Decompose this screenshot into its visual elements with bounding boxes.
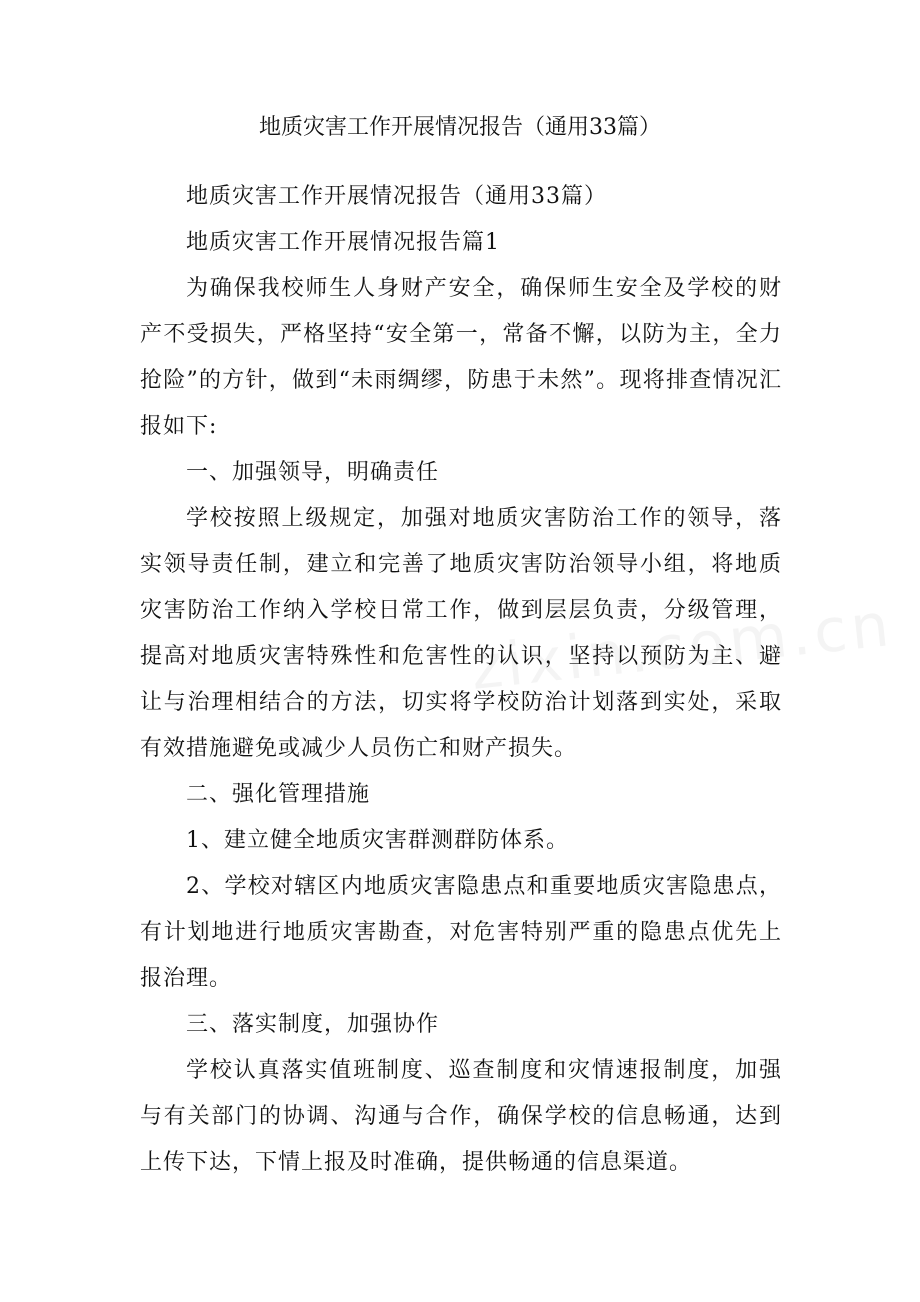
intro-paragraph: 为确保我校师生人身财产安全，确保师生安全及学校的财产不受损失，严格坚持“安全第一，常备不懈，以防为主，全力抢险”的方针，做到“未雨绸缪，防患于未然”。现将排查情况汇报如下: <box>140 276 782 439</box>
document-body <box>140 174 782 1186</box>
leadership-paragraph: 学校按照上级规定，加强对地质灾害防治工作的领导，落实领导责任制，建立和完善了地质灾害防治领导小组，将地质灾害防治工作纳入学校日常工作，做到层层负责，分级管理，提高对地质灾害特殊性和危害性的认识，坚持以预防为主、避让与治理相结合的方法，切实将学校防治计划落到实处，采取有效措施避免或减少人员伤亡和财产损失。 <box>140 506 782 761</box>
heading-management: 二、强化管理措施 <box>186 782 371 807</box>
system-paragraph: 学校认真落实值班制度、巡查制度和灾情速报制度，加强与有关部门的协调、沟通与合作，确保学校的信息畅通，达到上传下达，下情上报及时准确，提供畅通的信息渠道。 <box>140 1058 782 1175</box>
subtitle-paragraph: 地质灾害工作开展情况报告（通用33篇） <box>186 184 607 209</box>
management-item-2: 2、学校对辖区内地质灾害隐患点和重要地质灾害隐患点，有计划地进行地质灾害勘查，对危害特别严重的隐患点优先上报治理。 <box>140 874 782 991</box>
heading-system: 三、落实制度，加强协作 <box>186 1012 440 1037</box>
document-title: 地质灾害工作开展情况报告（通用33篇） <box>259 115 661 140</box>
section-heading-part1: 地质灾害工作开展情况报告篇1 <box>186 230 500 255</box>
management-item-1: 1、建立健全地质灾害群测群防体系。 <box>186 828 569 853</box>
heading-leadership: 一、加强领导，明确责任 <box>186 460 440 485</box>
